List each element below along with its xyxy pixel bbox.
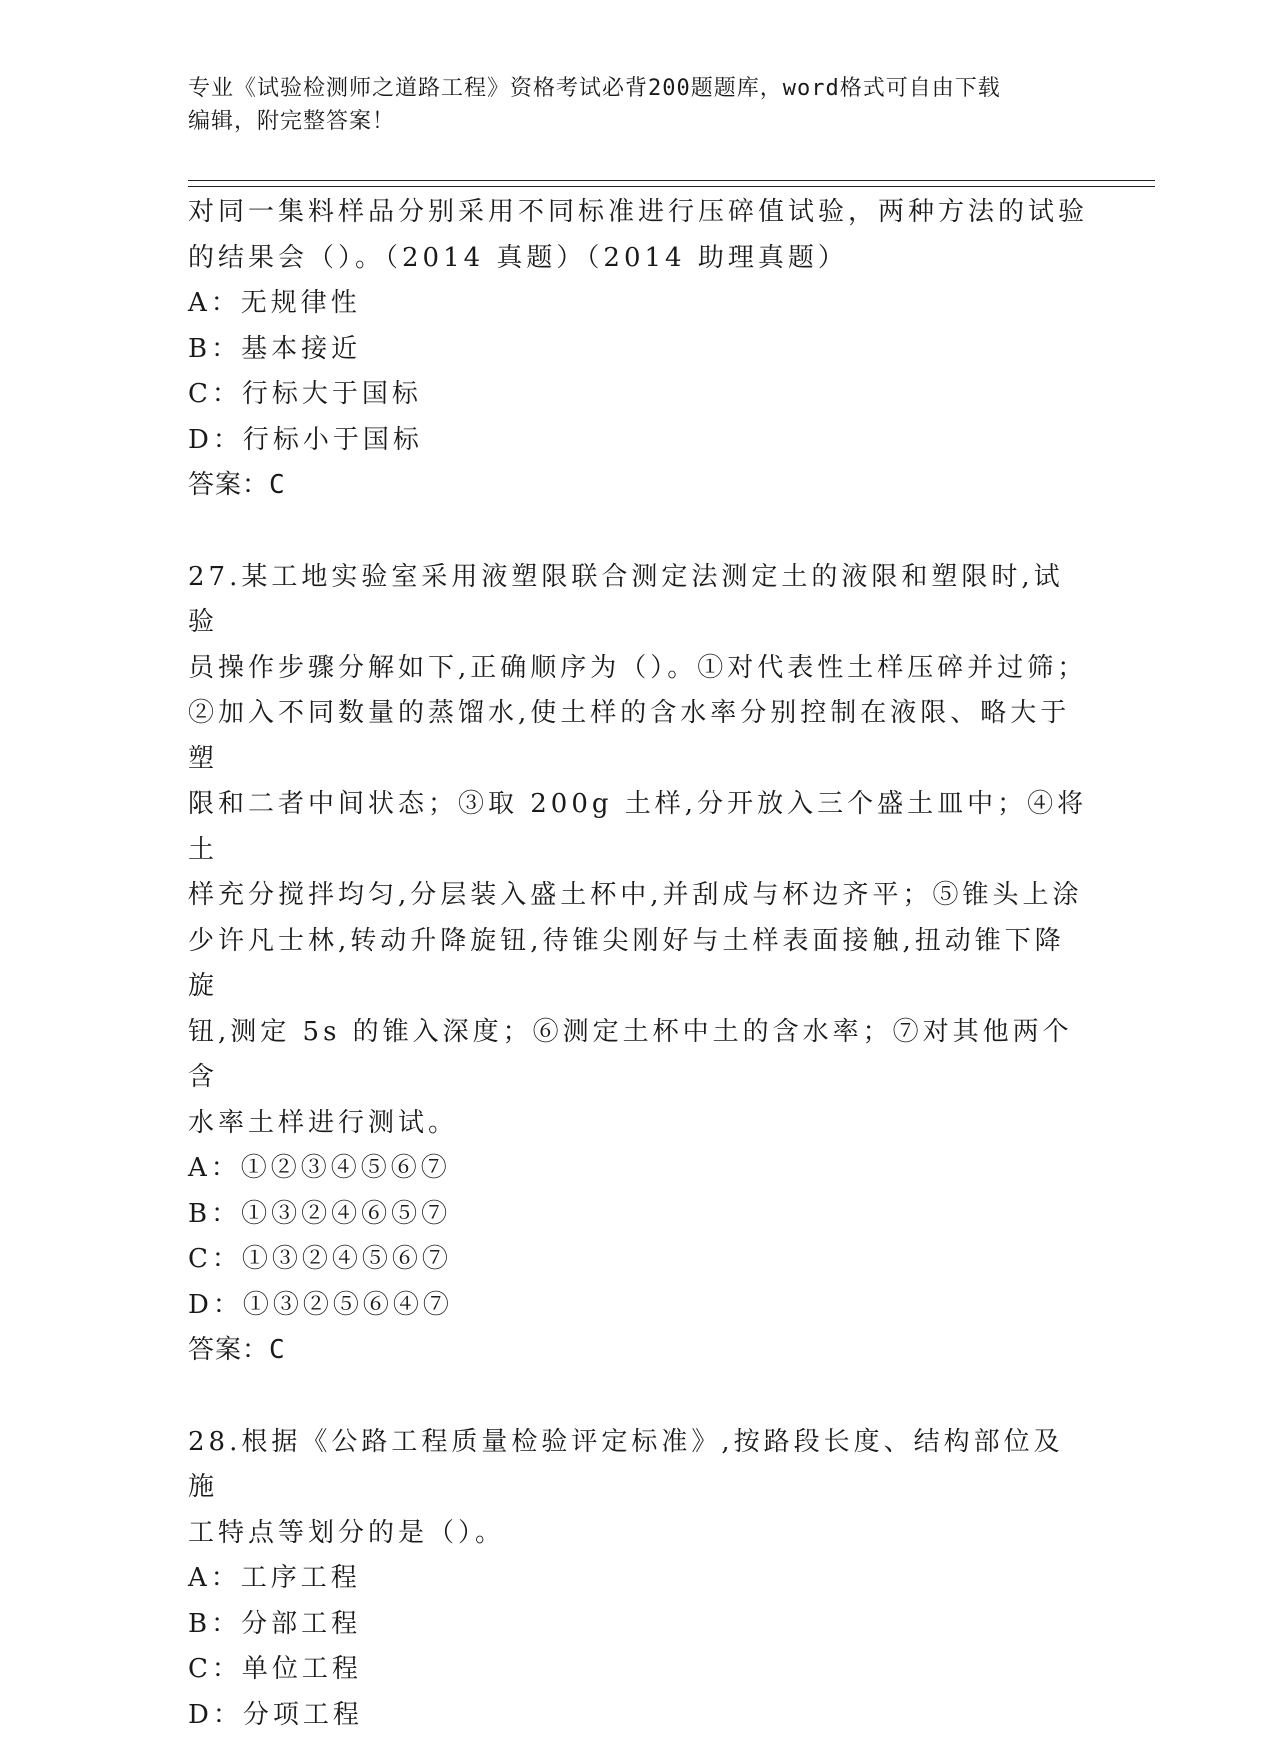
answer-label: 答案： — [188, 1335, 269, 1365]
header-divider-bottom — [188, 186, 1155, 187]
question-stem-line: 样充分搅拌均匀,分层装入盛土杯中,并刮成与杯边齐平；⑤锥头上涂 — [188, 873, 1088, 919]
option-b: B：分部工程 — [188, 1602, 1088, 1648]
answer-line — [188, 463, 1088, 509]
question-stem-line: 限和二者中间状态；③取 200g 土样,分开放入三个盛土皿中；④将土 — [188, 782, 1088, 873]
option-d: D：分项工程 — [188, 1693, 1088, 1738]
option-b: B：①③②④⑥⑤⑦ — [188, 1192, 1088, 1238]
answer-value: C — [269, 470, 286, 500]
header-divider-top — [188, 180, 1155, 181]
option-a: A：工序工程 — [188, 1556, 1088, 1602]
option-d: D：①③②⑤⑥④⑦ — [188, 1283, 1088, 1329]
answer-line — [188, 1328, 1088, 1374]
question-stem-line: 少许凡士林,转动升降旋钮,待锥尖刚好与土样表面接触,扭动锥下降旋 — [188, 919, 1088, 1010]
question-stem-line: 员操作步骤分解如下,正确顺序为（）。①对代表性土样压碎并过筛； — [188, 646, 1088, 692]
question-stem-line: ②加入不同数量的蒸馏水,使土样的含水率分别控制在液限、略大于塑 — [188, 691, 1088, 782]
question-item — [188, 555, 1088, 1374]
option-a: A：①②③④⑤⑥⑦ — [188, 1146, 1088, 1192]
option-a: A：无规律性 — [188, 281, 1088, 327]
header-line-1: 专业《试验检测师之道路工程》资格考试必背200题题库，word格式可自由下载 — [188, 72, 1068, 105]
question-item — [188, 1420, 1088, 1738]
question-stem-line: 的结果会（）。（2014 真题）（2014 助理真题） — [188, 236, 1088, 282]
question-stem-line: 28.根据《公路工程质量检验评定标准》,按路段长度、结构部位及施 — [188, 1420, 1088, 1511]
question-stem-line: 工特点等划分的是（）。 — [188, 1511, 1088, 1557]
option-c: C：单位工程 — [188, 1647, 1088, 1693]
question-stem-line: 水率土样进行测试。 — [188, 1101, 1088, 1147]
question-item — [188, 190, 1088, 509]
document-header — [188, 72, 1068, 138]
answer-value: C — [269, 1335, 286, 1365]
option-d: D：行标小于国标 — [188, 418, 1088, 464]
answer-label: 答案： — [188, 470, 269, 500]
header-line-2: 编辑，附完整答案！ — [188, 105, 1068, 138]
option-c: C：①③②④⑤⑥⑦ — [188, 1237, 1088, 1283]
question-stem-line: 对同一集料样品分别采用不同标准进行压碎值试验，两种方法的试验 — [188, 190, 1088, 236]
option-c: C：行标大于国标 — [188, 372, 1088, 418]
question-list — [188, 190, 1088, 1738]
option-b: B：基本接近 — [188, 327, 1088, 373]
question-stem-line: 钮,测定 5s 的锥入深度；⑥测定土杯中土的含水率；⑦对其他两个含 — [188, 1010, 1088, 1101]
question-stem-line: 27.某工地实验室采用液塑限联合测定法测定土的液限和塑限时,试验 — [188, 555, 1088, 646]
